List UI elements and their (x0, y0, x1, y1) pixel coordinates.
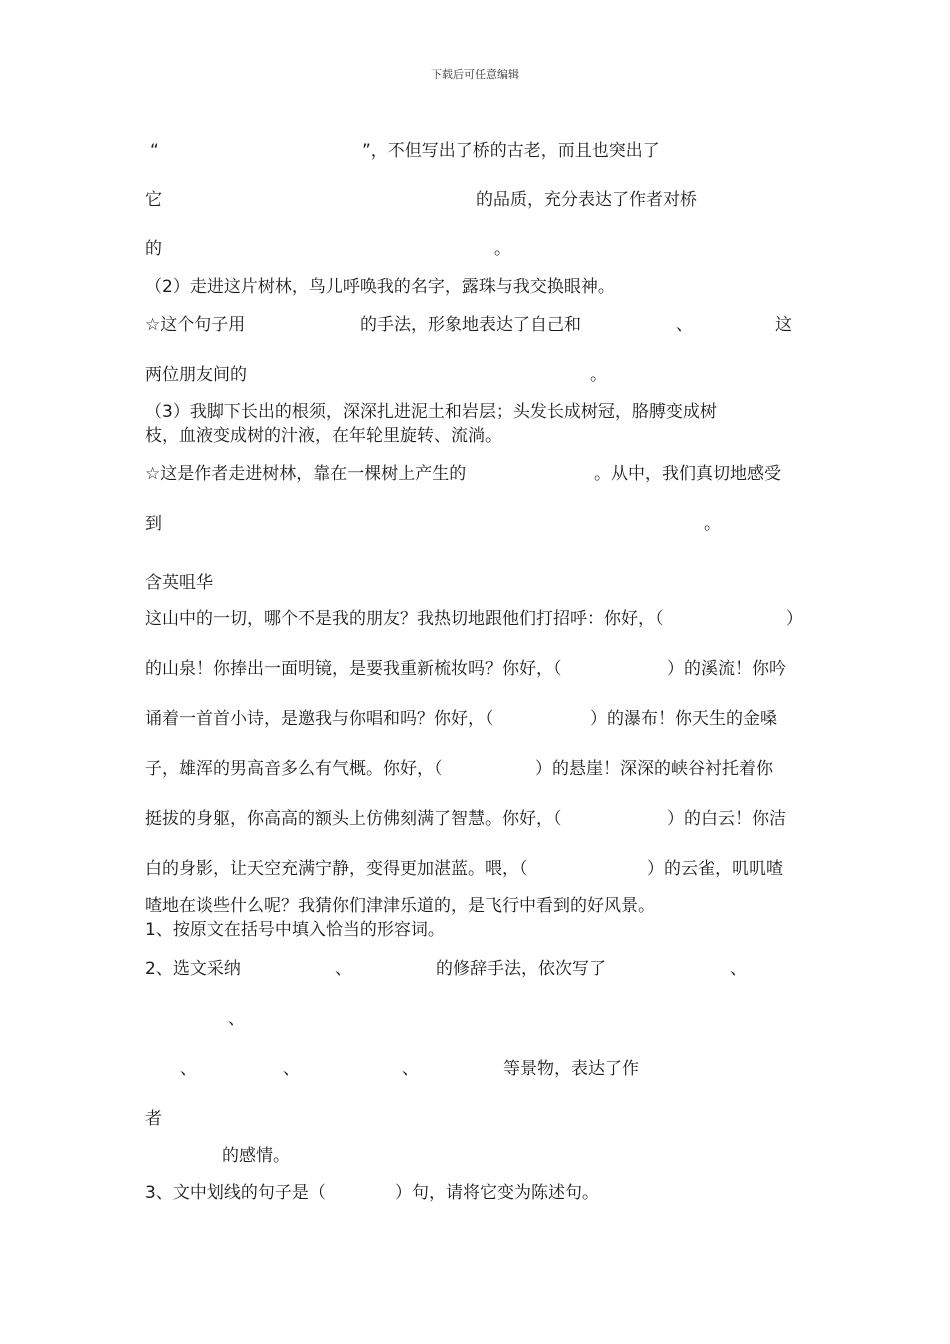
q1-line1-open: “ (150, 141, 159, 161)
passage-line6-a: 白的身影，让天空充满宁静，变得更加湛蓝。喂，（ (145, 859, 528, 879)
passage-line2-b: ）的溪流！你吟 (667, 659, 786, 679)
question-2-h: 、 (402, 1059, 419, 1079)
question-2-b: 、 (335, 959, 352, 979)
passage-line3-a: 诵着一首首小诗，是邀我与你唱和吗？你好，（ (145, 709, 494, 729)
question-1: 1、按原文在括号中填入恰当的形容词。 (145, 920, 445, 940)
q2-prompt-d: 这 (775, 315, 792, 335)
q1-line2-start: 它 (145, 190, 162, 210)
q2-prompt-a: ☆这个句子用 (145, 315, 246, 335)
q2-prompt-line2-a: 两位朋友间的 (145, 365, 247, 385)
passage-line4-b: ）的悬崖！深深的峡谷衬托着你 (535, 759, 773, 779)
passage-line3-b: ）的瀑布！你天生的金嗓 (590, 709, 777, 729)
passage-line1-a: 这山中的一切，哪个不是我的朋友？我热切地跟他们打招呼：你好，（ (145, 609, 664, 629)
q1-line2-end: 的品质，充分表达了作者对桥 (476, 190, 697, 210)
passage-line5-b: ）的白云！你洁 (667, 809, 786, 829)
question-2-c: 的修辞手法，依次写了 (436, 959, 606, 979)
q1-line1-close: ”，不但写出了桥的古老，而且也突出了 (362, 141, 660, 161)
q2-prompt-b: 的手法，形象地表达了自己和 (360, 315, 581, 335)
q3-prompt-line2-b: 。 (704, 514, 721, 534)
q2-prompt-c: 、 (676, 315, 693, 335)
passage-line1-b: ） (786, 609, 803, 629)
q2-prompt-line2-b: 。 (590, 365, 607, 385)
question-2-g: 、 (283, 1059, 300, 1079)
passage-line6-b: ）的云雀，叽叽喳 (647, 859, 783, 879)
passage-line2-a: 的山泉！你捧出一面明镜，是要我重新梳妆吗？你好，（ (145, 659, 562, 679)
question-2-i: 等景物，表达了作 (503, 1059, 639, 1079)
question-2-j: 者 (145, 1109, 162, 1129)
question-2-a: 2、选文采纳 (145, 959, 241, 979)
question-3-a: 3、文中划线的句子是（ (145, 1183, 326, 1203)
q2-sentence: （2）走进这片树林，鸟儿呼唤我的名字，露珠与我交换眼神。 (145, 277, 615, 297)
passage-line5-a: 挺拔的身躯，你高高的额头上仿佛刻满了智慧。你好，（ (145, 809, 562, 829)
q3-prompt-a: ☆这是作者走进树林，靠在一棵树上产生的 (145, 464, 467, 484)
question-2-k: 的感情。 (222, 1146, 290, 1166)
q3-prompt-b: 。从中，我们真切地感受 (594, 464, 781, 484)
question-2-d: 、 (730, 959, 747, 979)
section-title: 含英咀华 (145, 573, 213, 593)
q1-line3-start: 的 (145, 239, 162, 259)
passage-line7: 喳地在谈些什么呢？我猜你们津津乐道的，是飞行中看到的好风景。 (145, 896, 655, 916)
q3-sentence-line2: 枝，血液变成树的汁液，在年轮里旋转、流淌。 (145, 426, 502, 446)
q1-line3-end: 。 (494, 239, 511, 259)
passage-line4-a: 子，雄浑的男高音多么有气概。你好，（ (145, 759, 443, 779)
page-header: 下载后可任意编辑 (431, 68, 519, 81)
q3-sentence-line1: （3）我脚下长出的根须，深深扎进泥土和岩层；头发长成树冠，胳膊变成树 (145, 402, 717, 422)
question-2-f: 、 (180, 1059, 197, 1079)
question-3-b: ）句，请将它变为陈述句。 (395, 1183, 599, 1203)
question-2-e: 、 (228, 1009, 245, 1029)
q3-prompt-line2-a: 到 (145, 514, 162, 534)
